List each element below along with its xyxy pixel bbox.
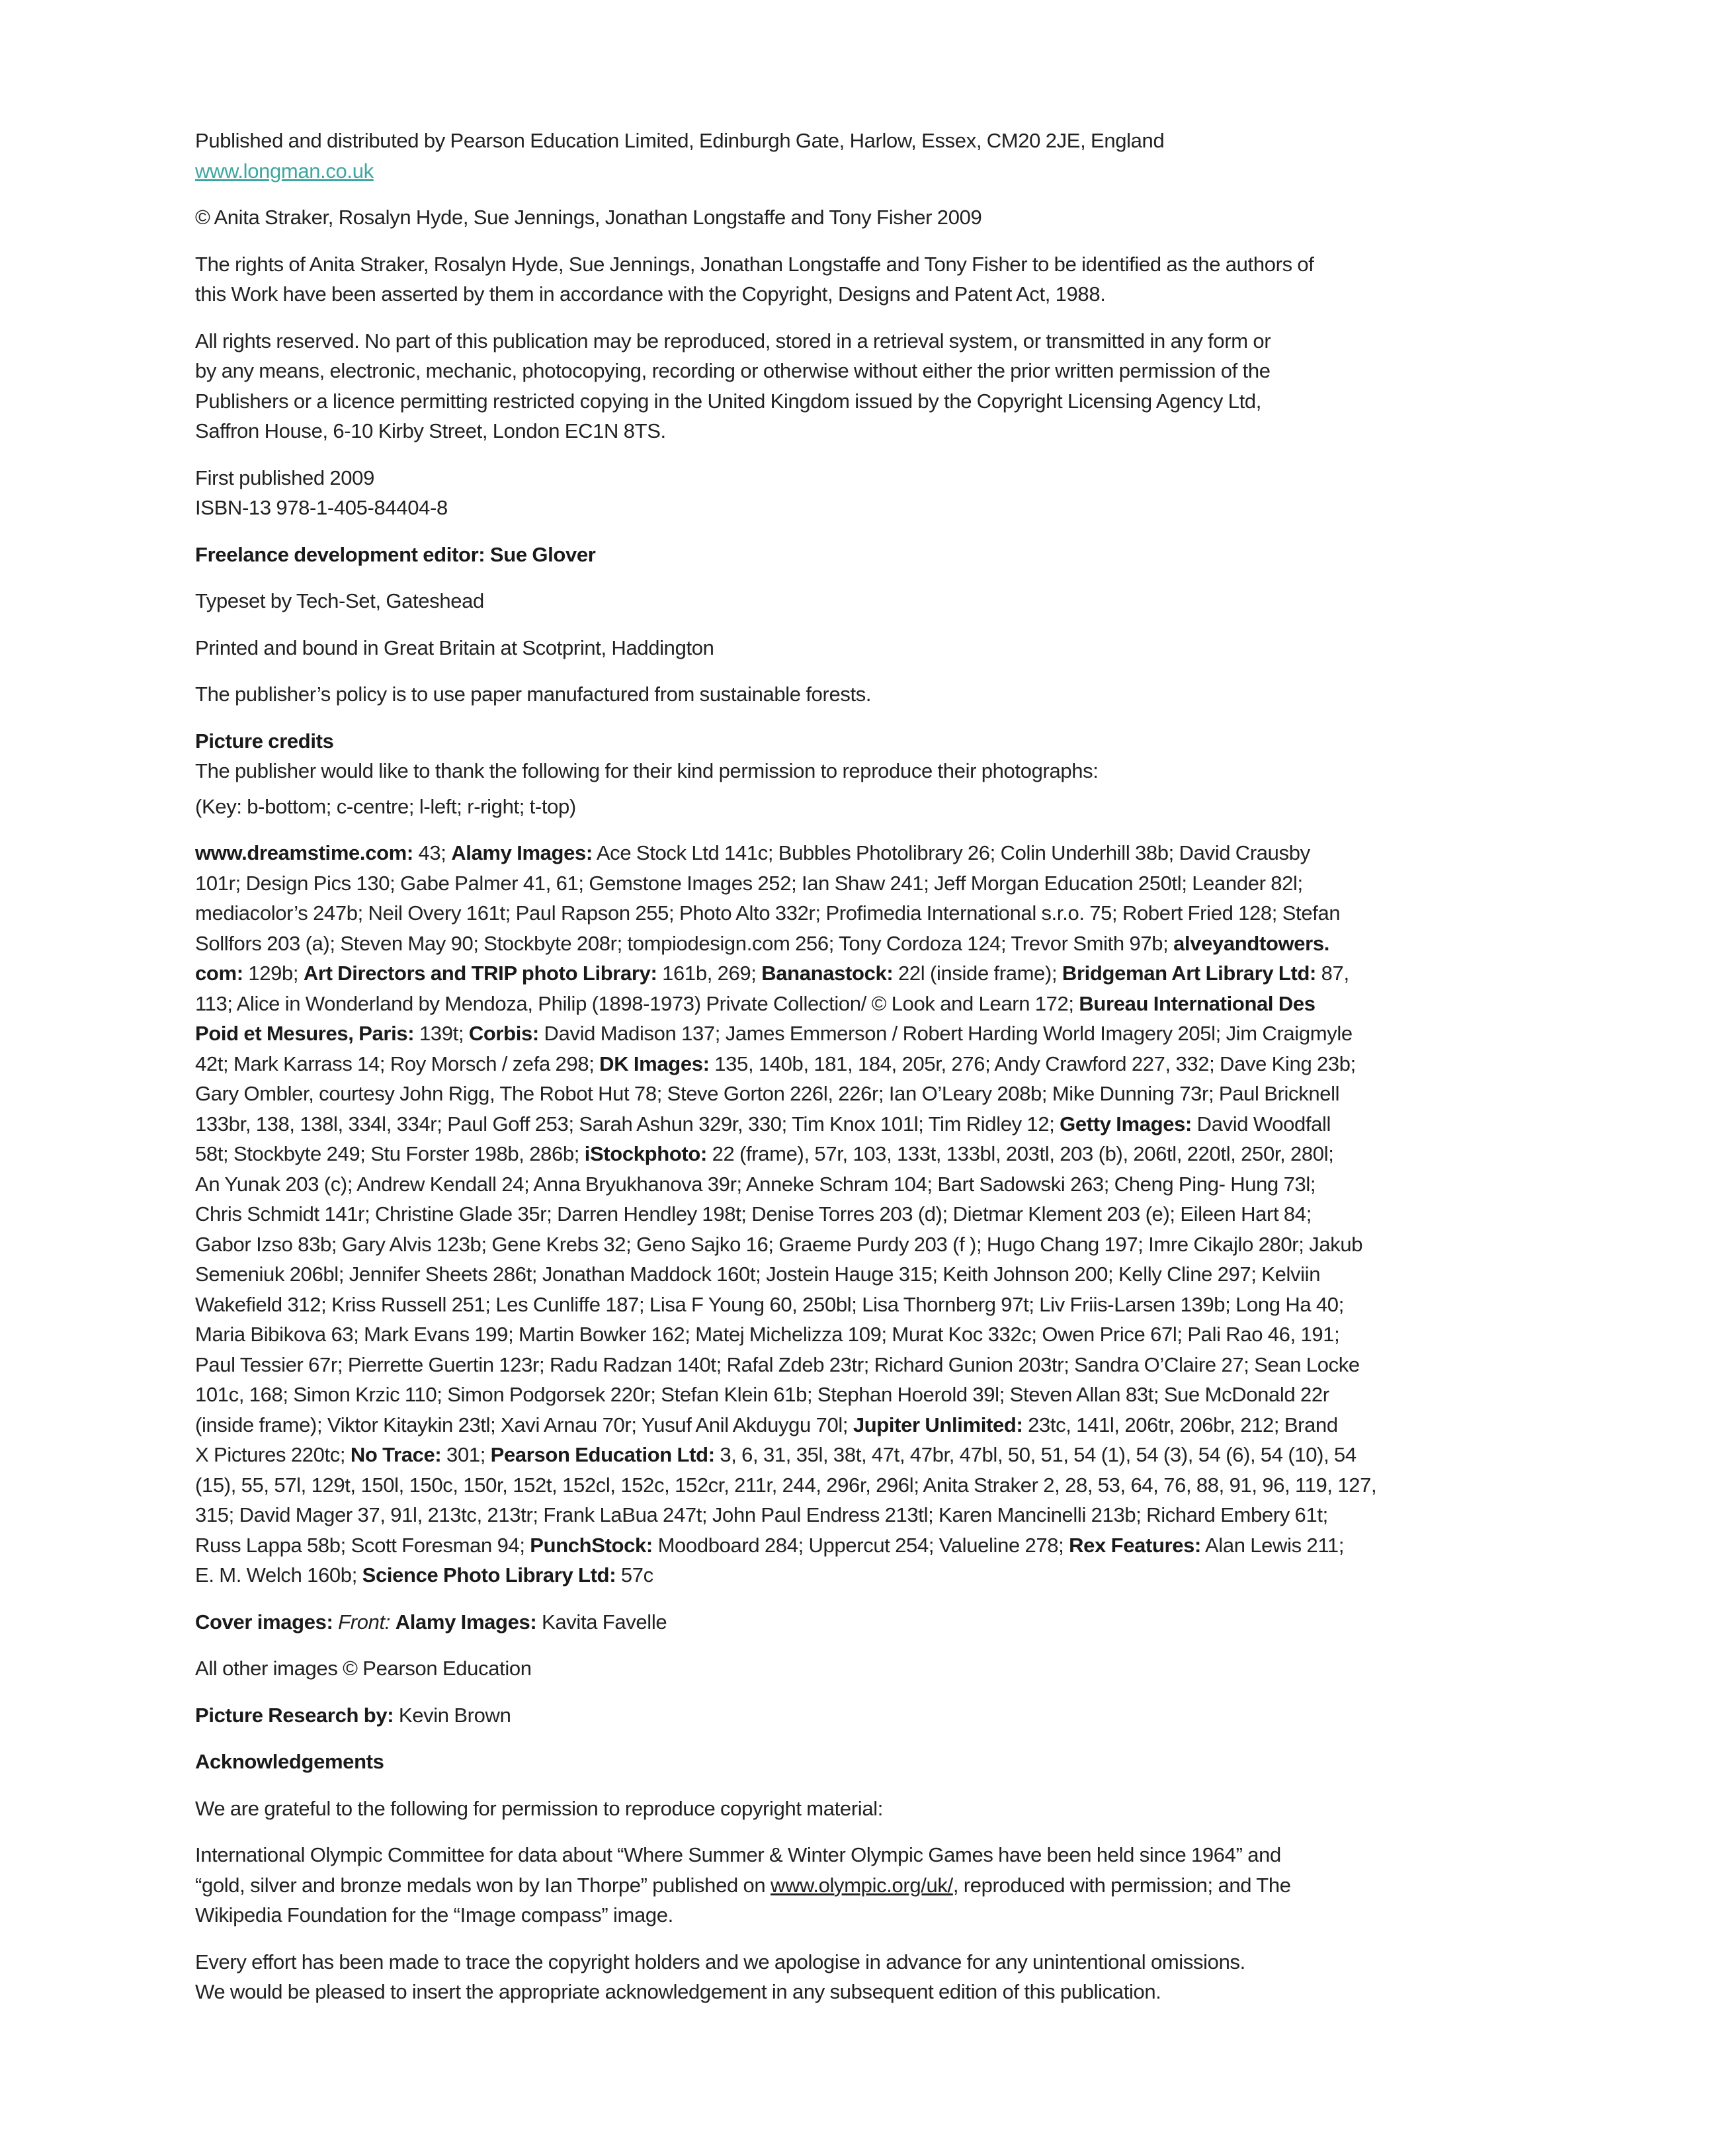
credit-text: mediacolor’s 247b; Neil Overy 161t; Paul Rapson 255; Photo Alto 332r; Profimedia International s.r.o. 75; Robert Fried 128; Stefan (195, 901, 1341, 925)
copyright-notice: © Anita Straker, Rosalyn Hyde, Sue Jennings, Jonathan Longstaffe and Tony Fisher 2009 (195, 206, 982, 229)
credit-text: Semeniuk 206bl; Jennifer Sheets 286t; Jonathan Maddock 160t; Jostein Hauge 315; Keith Johnson 200; Kelly Cline 297; Kelviin (195, 1263, 1321, 1286)
first-published: First published 2009 (195, 466, 374, 489)
acknowledgements-ioc (195, 1840, 1538, 1930)
credit-source-name: Alamy Images: (451, 841, 593, 864)
printer-credit: Printed and bound in Great Britain at Scotprint, Haddington (195, 636, 714, 659)
cover-images-credit (195, 1607, 1538, 1638)
rights-line: The rights of Anita Straker, Rosalyn Hyde, Sue Jennings, Jonathan Longstaffe and Tony Fisher to be identified as the authors of (195, 252, 1314, 276)
credits-line (195, 1560, 1538, 1591)
credits-line (195, 868, 1538, 899)
credits-line (195, 1199, 1538, 1229)
credit-text: 135, 140b, 181, 184, 205r, 276; Andy Crawford 227, 332; Dave King 23b; (709, 1052, 1356, 1075)
credit-text: Gary Ombler, courtesy John Rigg, The Robot Hut 78; Steve Gorton 226l, 226r; Ian O’Leary 208b; Mike Dunning 73r; Paul Bricknell (195, 1082, 1340, 1105)
credit-text: (15), 55, 57l, 129t, 150l, 150c, 150r, 152t, 152cl, 152c, 152cr, 211r, 244, 296r, 296l; Anita Straker 2, 28, 53, 64, 76, 88, 91, 96, 119, 127, (195, 1473, 1377, 1497)
credit-text: 139t; (414, 1022, 469, 1045)
credit-text: 43; (413, 841, 452, 864)
credit-text: Paul Tessier 67r; Pierrette Guertin 123r; Radu Radzan 140t; Rafal Zdeb 23tr; Richard Gunion 203tr; Sandra O’Claire 27; Sean Locke (195, 1352, 1360, 1376)
credits-line (195, 1410, 1538, 1440)
acknowledgements-heading: Acknowledgements (195, 1750, 384, 1773)
cover-credit: Kavita Favelle (536, 1610, 667, 1634)
credit-text: 113; Alice in Wonderland by Mendoza, Philip (1898-1973) Private Collection/ © Look and Learn 172; (195, 991, 1079, 1015)
publisher-block (195, 126, 1538, 186)
credits-line (195, 1079, 1538, 1109)
credit-text: 42t; Mark Karrass 14; Roy Morsch / zefa 298; (195, 1052, 600, 1075)
credits-line (195, 1109, 1538, 1140)
credit-source-name: iStockphoto: (584, 1142, 707, 1165)
publisher-line: Published and distributed by Pearson Education Limited, Edinburgh Gate, Harlow, Essex, CM20 2JE, England (195, 129, 1165, 152)
credit-source-name: DK Images: (599, 1052, 710, 1075)
paper-policy: The publisher’s policy is to use paper manufactured from sustainable forests. (195, 683, 872, 706)
credit-text: 87, (1316, 962, 1349, 985)
credit-text: 161b, 269; (657, 962, 762, 985)
credit-text: 101r; Design Pics 130; Gabe Palmer 41, 61; Gemstone Images 252; Ian Shaw 241; Jeff Morgan Education 250tl; Leander 82l; (195, 871, 1303, 895)
credit-source-name: Rex Features: (1069, 1533, 1202, 1557)
picture-credits-key: (Key: b-bottom; c-centre; l-left; r-right; t-top) (195, 794, 576, 818)
all-rights-line: Publishers or a licence permitting restricted copying in the United Kingdom issued by the Copyright Licensing Agency Ltd, (195, 389, 1262, 413)
credits-line (195, 1440, 1538, 1470)
credit-source-name: www.dreamstime.com: (195, 841, 413, 864)
olympic-link[interactable]: www.olympic.org/uk/ (770, 1873, 953, 1897)
credit-text: 3, 6, 31, 35l, 38t, 47t, 47br, 47bl, 50, 51, 54 (1), 54 (3), 54 (6), 54 (10), 54 (714, 1443, 1356, 1466)
credit-source-name: Pearson Education Ltd: (490, 1443, 715, 1466)
credit-source-name: Bureau International Des (1079, 991, 1315, 1015)
credits-line (195, 929, 1538, 959)
all-rights-line: All rights reserved. No part of this publication may be reproduced, stored in a retrieval system, or transmitted in any form or (195, 329, 1271, 352)
credit-text: Alan Lewis 211; (1201, 1533, 1345, 1557)
picture-credits-list (195, 838, 1538, 1591)
credits-line (195, 958, 1538, 989)
other-images-credit: All other images © Pearson Education (195, 1657, 532, 1680)
credits-line (195, 1169, 1538, 1200)
credit-source-name: alveyandtowers. (1173, 931, 1330, 955)
credit-source-name: Poid et Mesures, Paris: (195, 1022, 415, 1045)
credit-text: (inside frame); Viktor Kitaykin 23tl; Xavi Arnau 70r; Yusuf Anil Akduygu 70l; (195, 1413, 853, 1436)
picture-research-credit (195, 1700, 1538, 1731)
credit-text: 22 (frame), 57r, 103, 133t, 133bl, 203tl, 203 (b), 206tl, 220tl, 250r, 280l; (706, 1142, 1334, 1165)
ioc-line: Wikipedia Foundation for the “Image compass” image. (195, 1903, 673, 1927)
credit-text: An Yunak 203 (c); Andrew Kendall 24; Anna Bryukhanova 39r; Anneke Schram 104; Bart Sadowski 263; Cheng Ping- Hung 73l; (195, 1172, 1316, 1196)
typeset-credit: Typeset by Tech-Set, Gateshead (195, 589, 484, 612)
apology-line: We would be pleased to insert the appropriate acknowledgement in any subsequent edition of this publication. (195, 1980, 1161, 2003)
credit-text: Chris Schmidt 141r; Christine Glade 35r; Darren Hendley 198t; Denise Torres 203 (d); Dietmar Klement 203 (e); Eileen Hart 84; (195, 1202, 1312, 1225)
credit-text: 57c (616, 1563, 653, 1587)
acknowledgements-intro: We are grateful to the following for permission to reproduce copyright material: (195, 1796, 884, 1820)
credit-source-name: Bridgeman Art Library Ltd: (1062, 962, 1316, 985)
credits-line (195, 1530, 1538, 1561)
credits-line (195, 1290, 1538, 1320)
credit-text: Sollfors 203 (a); Steven May 90; Stockbyte 208r; tompiodesign.com 256; Tony Cordoza 124; Trevor Smith 97b; (195, 931, 1174, 955)
credit-text: Ace Stock Ltd 141c; Bubbles Photolibrary 26; Colin Underhill 38b; David Crausby (592, 841, 1310, 864)
apology-line: Every effort has been made to trace the copyright holders and we apologise in advance for any unintentional omissions. (195, 1950, 1245, 1973)
credit-text: 22l (inside frame); (893, 962, 1062, 985)
credits-line (195, 989, 1538, 1019)
credits-line (195, 1018, 1538, 1049)
editor-text: Freelance development editor: Sue Glover (195, 542, 596, 566)
credits-line (195, 1229, 1538, 1260)
credits-line (195, 1049, 1538, 1079)
all-rights-line: by any means, electronic, mechanic, photocopying, recording or otherwise without either the prior written permission of the (195, 359, 1271, 382)
credit-source-name: Art Directors and TRIP photo Library: (303, 962, 657, 985)
picture-credits-header (195, 726, 1538, 786)
credits-line (195, 898, 1538, 929)
credits-line (195, 1380, 1538, 1410)
ioc-line-start: “gold, silver and bronze medals won by Ian Thorpe” published on (195, 1873, 771, 1897)
credits-line (195, 1470, 1538, 1501)
editor-credit (195, 540, 1538, 570)
credit-source-name: Corbis: (468, 1022, 539, 1045)
copyright-page (195, 126, 1538, 2024)
credit-text: Gabor Izso 83b; Gary Alvis 123b; Gene Krebs 32; Geno Sajko 16; Graeme Purdy 203 (f ); Hugo Chang 197; Imre Cikajlo 280r; Jakub (195, 1232, 1363, 1256)
credit-text: 315; David Mager 37, 91l, 213tc, 213tr; Frank LaBua 247t; John Paul Endress 213tl; Karen Mancinelli 213b; Richard Embery 61t; (195, 1503, 1328, 1526)
credit-text: David Woodfall (1192, 1112, 1331, 1136)
acknowledgements-heading-block (195, 1747, 1538, 1777)
credit-text: 129b; (243, 962, 304, 985)
credit-text: David Madison 137; James Emmerson / Robert Harding World Imagery 205l; Jim Craigmyle (538, 1022, 1353, 1045)
credit-source-name: Science Photo Library Ltd: (362, 1563, 616, 1587)
research-name: Kevin Brown (394, 1703, 511, 1727)
rights-line: this Work have been asserted by them in accordance with the Copyright, Designs and Patent Act, 1988. (195, 282, 1106, 306)
isbn: ISBN-13 978-1-405-84404-8 (195, 496, 448, 519)
credit-text: 58t; Stockbyte 249; Stu Forster 198b, 286b; (195, 1142, 585, 1165)
picture-credits-heading: Picture credits (195, 729, 334, 753)
credit-text: Wakefield 312; Kriss Russell 251; Les Cunliffe 187; Lisa F Young 60, 250bl; Lisa Thornberg 97t; Liv Friis-Larsen 139b; Long Ha 40; (195, 1292, 1344, 1316)
cover-front-label: Front: (338, 1610, 391, 1634)
apology-notice (195, 1947, 1538, 2007)
credits-line (195, 1139, 1538, 1169)
credit-source-name: Jupiter Unlimited: (853, 1413, 1023, 1436)
credit-text: 101c, 168; Simon Krzic 110; Simon Podgorsek 220r; Stefan Klein 61b; Stephan Hoerold 39l; Steven Allan 83t; Sue McDonald 22r (195, 1383, 1329, 1406)
credit-text: Moodboard 284; Uppercut 254; Valueline 278; (652, 1533, 1069, 1557)
credit-source-name: Bananastock: (761, 962, 894, 985)
credits-line (195, 1259, 1538, 1290)
publication-info (195, 463, 1538, 523)
credits-line (195, 838, 1538, 868)
credits-line (195, 1350, 1538, 1380)
cover-source-label: Alamy Images: (395, 1610, 537, 1634)
credit-text: 301; (441, 1443, 491, 1466)
research-label: Picture Research by: (195, 1703, 394, 1727)
ioc-line (195, 1870, 1538, 1901)
credit-text: Russ Lappa 58b; Scott Foresman 94; (195, 1533, 530, 1557)
credits-line (195, 1319, 1538, 1350)
credit-source-name: com: (195, 962, 243, 985)
credit-source-name: PunchStock: (530, 1533, 653, 1557)
credit-source-name: No Trace: (350, 1443, 442, 1466)
credit-text: 23tc, 141l, 206tr, 206br, 212; Brand (1022, 1413, 1338, 1436)
publisher-link[interactable]: www.longman.co.uk (195, 159, 374, 183)
credit-text: Maria Bibikova 63; Mark Evans 199; Martin Bowker 162; Matej Michelizza 109; Murat Koc 332c; Owen Price 67l; Pali Rao 46, 191; (195, 1323, 1340, 1346)
credit-text: E. M. Welch 160b; (195, 1563, 362, 1587)
authors-rights (195, 249, 1538, 310)
credit-text: 133br, 138, 138l, 334l, 334r; Paul Goff 253; Sarah Ashun 329r, 330; Tim Knox 101l; Tim Ridley 12; (195, 1112, 1060, 1136)
all-rights-reserved (195, 326, 1538, 446)
all-rights-line: Saffron House, 6-10 Kirby Street, London EC1N 8TS. (195, 419, 666, 442)
ioc-line-end: , reproduced with permission; and The (952, 1873, 1291, 1897)
credit-text: X Pictures 220tc; (195, 1443, 351, 1466)
picture-credits-thanks: The publisher would like to thank the following for their kind permission to reproduce their photographs: (195, 759, 1099, 782)
credits-line (195, 1500, 1538, 1530)
credit-source-name: Getty Images: (1060, 1112, 1192, 1136)
cover-label: Cover images: (195, 1610, 333, 1634)
ioc-line: International Olympic Committee for data about “Where Summer & Winter Olympic Games have been held since 1964” and (195, 1843, 1281, 1866)
